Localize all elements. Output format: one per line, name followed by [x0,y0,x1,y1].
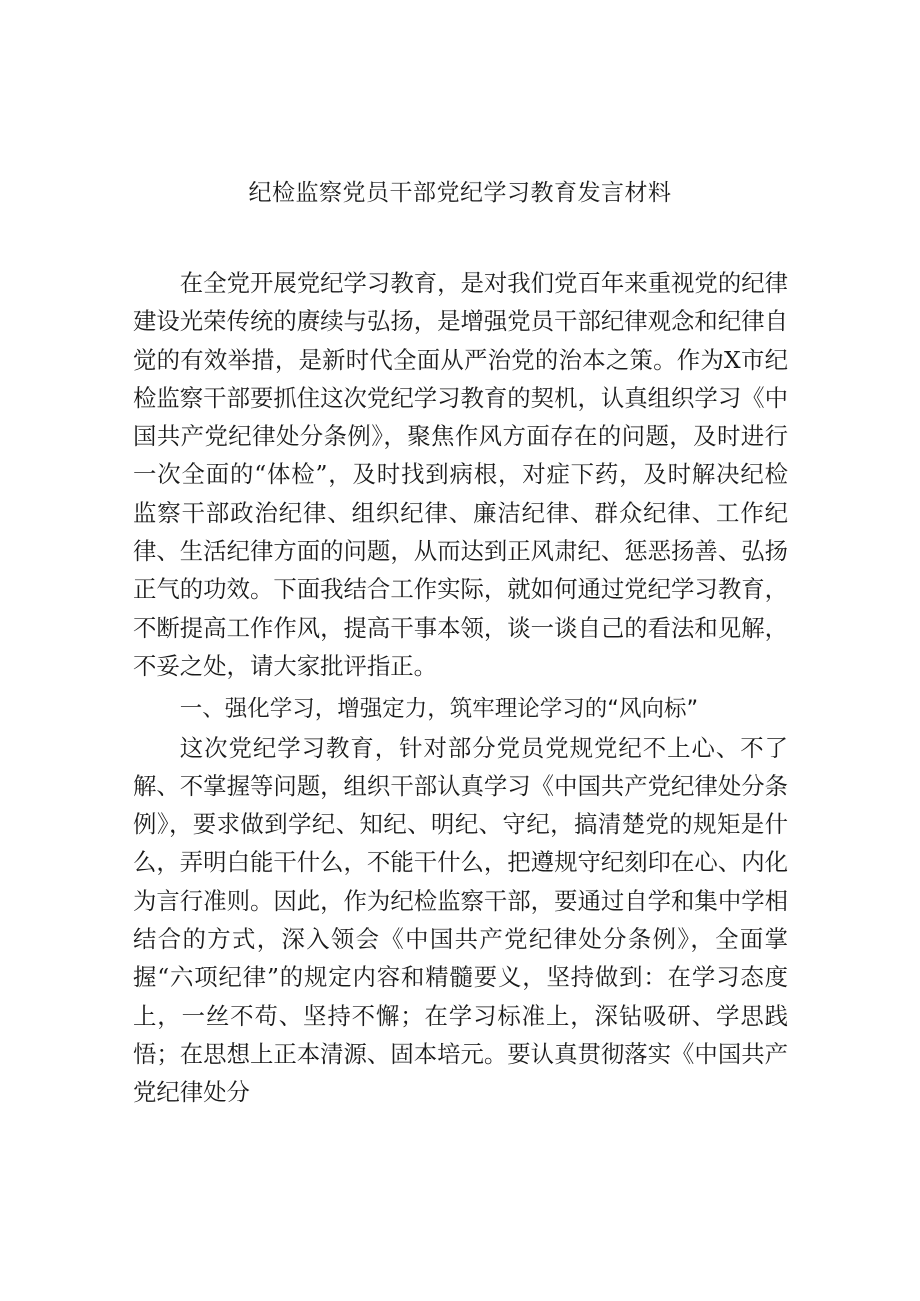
document-title: 纪检监察党员干部党纪学习教育发言材料 [248,180,672,206]
section-1-heading: 一、强化学习，增强定力，筑牢理论学习的“风向标” [179,696,699,723]
section-1-paragraph: 这次党纪学习教育，针对部分党员党规党纪不上心、不了解、不掌握等问题，组织干部认真学习《中国共产党纪律处分条例》，要求做到学纪、知纪、明纪、守纪，搞清楚党的规矩是什么，弄明白能干什么，不能干什么，把遵规守纪刻印在心、内化为言行准则。因此，作为纪检监察干部，要通过自学和集中学相结合的方式，深入领会《中国共产党纪律处分条例》，全面掌握“六项纪律”的规定内容和精髓要义，坚持做到：在学习态度上，一丝不苟、坚持不懈；在学习标准上，深钻吸研、学思践悟；在思想上正本清源、固本培元。要认真贯彻落实《中国共产党纪律处分 [133,733,788,1107]
document-body [133,264,788,1112]
intro-paragraph: 在全党开展党纪学习教育，是对我们党百年来重视党的纪律建设光荣传统的赓续与弘扬，是增强党员干部纪律观念和纪律自觉的有效举措，是新时代全面从严治党的治本之策。作为X市纪检监察干部要抓住这次党纪学习教育的契机，认真组织学习《中国共产党纪律处分条例》，聚焦作风方面存在的问题，及时进行一次全面的“体检”，及时找到病根，对症下药，及时解决纪检监察干部政治纪律、组织纪律、廉洁纪律、群众纪律、工作纪律、生活纪律方面的问题，从而达到正风肃纪、惩恶扬善、弘扬正气的功效。下面我结合工作实际，就如何通过党纪学习教育，不断提高工作作风，提高干事本领，谈一谈自己的看法和见解，不妥之处，请大家批评指正。 [133,269,788,680]
